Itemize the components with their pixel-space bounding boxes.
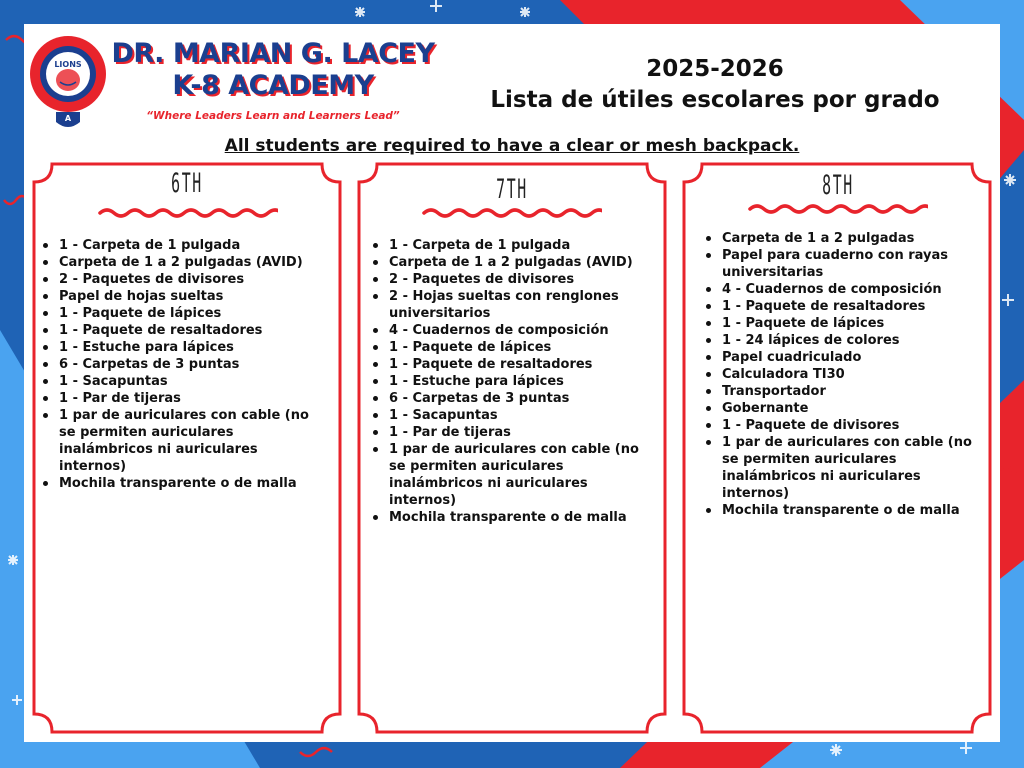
list-item: 1 - 24 lápices de colores bbox=[704, 332, 976, 349]
list-item: 6 - Carpetas de 3 puntas bbox=[371, 390, 641, 407]
grade-title-8th: 8TH bbox=[822, 170, 854, 201]
logo-bottom-text: A bbox=[64, 114, 72, 123]
school-year: 2025-2026 bbox=[646, 56, 784, 82]
wavy-underline-7th bbox=[422, 206, 602, 220]
school-name-line1: DR. MARIAN G. LACEY bbox=[111, 38, 435, 69]
school-motto: “Where Leaders Learn and Learners Lead” bbox=[146, 110, 400, 122]
list-item: 1 - Paquete de divisores bbox=[704, 417, 976, 434]
list-item: 1 - Paquete de resaltadores bbox=[41, 322, 326, 339]
school-name-line2: K-8 ACADEMY bbox=[172, 70, 374, 101]
logo-center-text: LIONS bbox=[54, 60, 82, 69]
list-item: Transportador bbox=[704, 383, 976, 400]
list-item: 2 - Paquetes de divisores bbox=[371, 271, 641, 288]
list-item: 1 par de auriculares con cable (no se permiten auriculares inalámbricos ni auriculares internos) bbox=[371, 441, 641, 509]
list-item: 1 - Paquete de lápices bbox=[371, 339, 641, 356]
list-item: 1 - Par de tijeras bbox=[371, 424, 641, 441]
supply-list-8th bbox=[704, 230, 976, 519]
list-item: 1 - Paquete de resaltadores bbox=[704, 298, 976, 315]
list-item: Papel cuadriculado bbox=[704, 349, 976, 366]
list-title: Lista de útiles escolares por grado bbox=[490, 87, 940, 113]
list-item: Carpeta de 1 a 2 pulgadas (AVID) bbox=[41, 254, 326, 271]
supply-list-7th bbox=[371, 237, 641, 526]
list-item: Gobernante bbox=[704, 400, 976, 417]
list-item: Papel de hojas sueltas bbox=[41, 288, 326, 305]
list-item: Mochila transparente o de malla bbox=[704, 502, 976, 519]
list-item: 4 - Cuadernos de composición bbox=[371, 322, 641, 339]
list-item: 1 par de auriculares con cable (no se permiten auriculares inalámbricos ni auriculares internos) bbox=[704, 434, 976, 502]
wavy-underline-8th bbox=[748, 202, 928, 216]
list-item: 2 - Hojas sueltas con renglones universitarios bbox=[371, 288, 641, 322]
school-logo bbox=[28, 34, 108, 132]
list-item: 1 - Par de tijeras bbox=[41, 390, 326, 407]
grade-title-6th: 6TH bbox=[171, 168, 203, 199]
list-item: 1 par de auriculares con cable (no se permiten auriculares inalámbricos ni auriculares internos) bbox=[41, 407, 326, 475]
list-item: Carpeta de 1 a 2 pulgadas bbox=[704, 230, 976, 247]
list-item: 1 - Carpeta de 1 pulgada bbox=[41, 237, 326, 254]
list-item: Papel para cuaderno con rayas universitarias bbox=[704, 247, 976, 281]
grade-title-7th: 7TH bbox=[496, 174, 528, 205]
backpack-notice: All students are required to have a clear or mesh backpack. bbox=[224, 136, 800, 156]
list-item: Calculadora TI30 bbox=[704, 366, 976, 383]
wavy-underline-6th bbox=[98, 206, 278, 220]
list-item: 6 - Carpetas de 3 puntas bbox=[41, 356, 326, 373]
list-item: 1 - Sacapuntas bbox=[41, 373, 326, 390]
list-item: Mochila transparente o de malla bbox=[41, 475, 326, 492]
list-item: 1 - Carpeta de 1 pulgada bbox=[371, 237, 641, 254]
school-name bbox=[108, 38, 438, 102]
list-item: 1 - Paquete de lápices bbox=[704, 315, 976, 332]
list-item: Mochila transparente o de malla bbox=[371, 509, 641, 526]
list-item: 1 - Estuche para lápices bbox=[371, 373, 641, 390]
list-item: 1 - Paquete de lápices bbox=[41, 305, 326, 322]
list-item: Carpeta de 1 a 2 pulgadas (AVID) bbox=[371, 254, 641, 271]
page-title bbox=[440, 54, 990, 116]
list-item: 2 - Paquetes de divisores bbox=[41, 271, 326, 288]
supply-list-6th bbox=[41, 237, 326, 492]
list-item: 1 - Sacapuntas bbox=[371, 407, 641, 424]
list-item: 1 - Paquete de resaltadores bbox=[371, 356, 641, 373]
list-item: 4 - Cuadernos de composición bbox=[704, 281, 976, 298]
list-item: 1 - Estuche para lápices bbox=[41, 339, 326, 356]
